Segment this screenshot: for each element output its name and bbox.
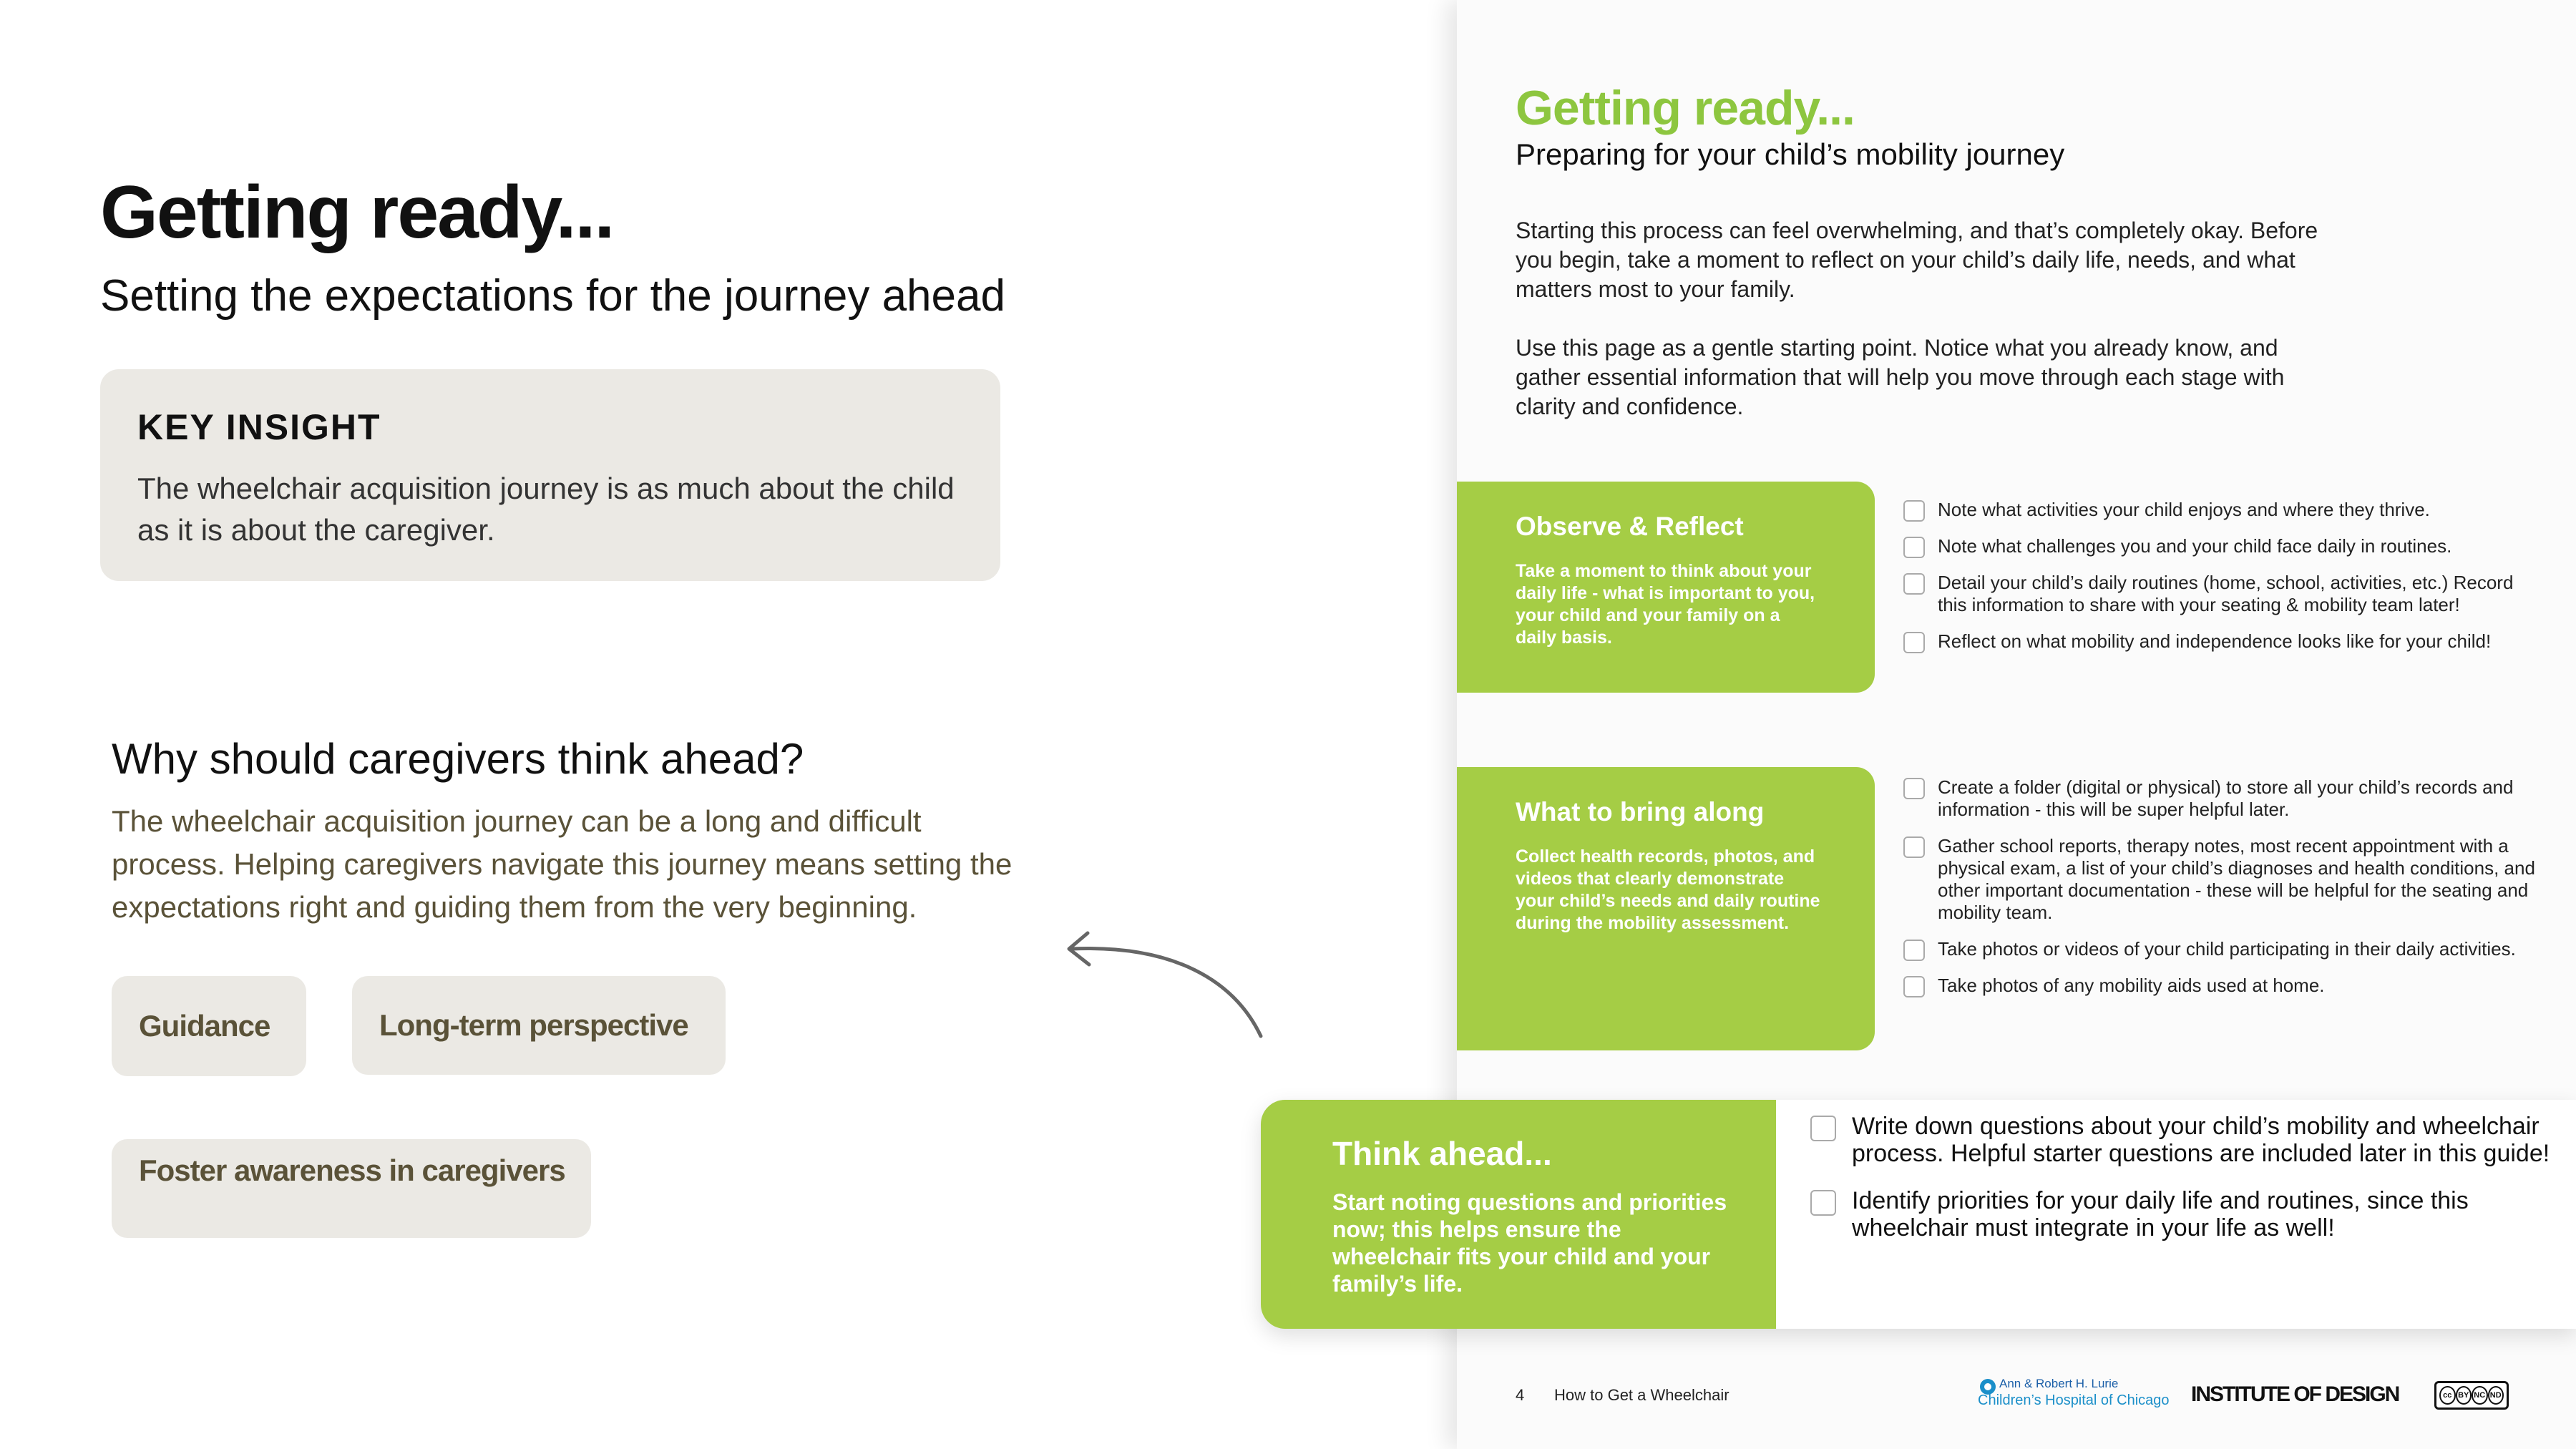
think-ahead-checklist	[1810, 1113, 2555, 1262]
checkbox[interactable]	[1903, 940, 1925, 961]
key-insight-heading: KEY INSIGHT	[137, 407, 381, 447]
cc-badge: cc	[2439, 1386, 2456, 1405]
doc-title: Getting ready...	[1516, 81, 1855, 135]
curved-arrow-icon	[1059, 923, 1274, 1052]
checklist-item-text: Write down questions about your child’s mobility and wheelchair process. Helpful starter questions are included later in this guide!	[1852, 1113, 2550, 1167]
why-heading: Why should caregivers think ahead?	[112, 735, 804, 783]
checkbox[interactable]	[1903, 537, 1925, 558]
why-body: The wheelchair acquisition journey can be a long and difficult process. Helping caregivers navigate this journey means setting the expectations right and guiding them from the very beginning.	[112, 804, 1013, 924]
checklist-item	[1903, 938, 2547, 960]
section-description: Take a moment to think about your daily life - what is important to you, your child and your family on a daily basis.	[1516, 561, 1815, 648]
checklist-item-text: Identify priorities for your daily life and routines, since this wheelchair must integrate in your life as well!	[1852, 1187, 2469, 1241]
what-to-bring-box	[1457, 767, 1875, 1050]
think-ahead-card	[1261, 1100, 2576, 1329]
key-insight-card	[100, 369, 1000, 581]
cc-by-badge: BY	[2456, 1386, 2472, 1405]
section-description: Start noting questions and priorities now; this helps ensure the wheelchair fits your child and your family’s life.	[1332, 1189, 1727, 1297]
checklist-item	[1903, 630, 2547, 653]
lurie-logo-line2: Children’s Hospital of Chicago	[1978, 1392, 2170, 1408]
checklist-item-text: Take photos or videos of your child participating in their daily activities.	[1938, 938, 2516, 960]
checklist-item	[1903, 535, 2547, 557]
checkbox[interactable]	[1903, 836, 1925, 858]
section-title: Observe & Reflect	[1516, 512, 1744, 541]
checklist-item	[1903, 499, 2547, 521]
checklist-item	[1903, 975, 2547, 997]
checkbox[interactable]	[1903, 778, 1925, 799]
cc-nd-badge: ND	[2488, 1386, 2504, 1405]
slide-subtitle: Setting the expectations for the journey ahead	[100, 271, 1005, 321]
checkbox[interactable]	[1903, 976, 1925, 997]
checklist-item-text: Note what activities your child enjoys and where they thrive.	[1938, 499, 2430, 520]
bring-checklist	[1903, 776, 2547, 1011]
cc-nc-badge: NC	[2472, 1386, 2488, 1405]
section-title: What to bring along	[1516, 797, 1765, 826]
checklist-item-text: Create a folder (digital or physical) to store all your child’s records and information - this will be super helpful later.	[1938, 776, 2514, 820]
checklist-item	[1810, 1113, 2555, 1167]
tag-foster-awareness: Foster awareness in caregivers	[112, 1139, 591, 1238]
think-ahead-box	[1261, 1100, 1776, 1329]
page-number: 4	[1516, 1386, 1525, 1404]
slide-title: Getting ready...	[100, 171, 614, 254]
checklist-item	[1903, 572, 2547, 616]
checklist-item	[1810, 1187, 2555, 1241]
checkbox[interactable]	[1903, 632, 1925, 653]
doc-subtitle: Preparing for your child’s mobility journey	[1516, 137, 2065, 171]
doc-intro-paragraph: Use this page as a gentle starting point. Notice what you already know, and gather essential information that will help you move through each stage with clarity and confidence.	[1516, 335, 2285, 419]
checklist-item-text: Reflect on what mobility and independence looks like for your child!	[1938, 630, 2492, 652]
observe-checklist	[1903, 499, 2547, 667]
creative-commons-license-icon	[2434, 1381, 2509, 1410]
institute-of-design-logo: INSTITUTE OF DESIGN	[2191, 1382, 2399, 1406]
doc-intro-paragraph: Starting this process can feel overwhelming, and that’s completely okay. Before you begin, take a moment to reflect on your child’s daily life, needs, and what matters most to your family.	[1516, 218, 2318, 302]
key-insight-body: The wheelchair acquisition journey is as much about the child as it is about the caregiver.	[137, 472, 955, 547]
checklist-item	[1903, 776, 2547, 821]
checklist-item	[1903, 835, 2547, 924]
checklist-item-text: Detail your child’s daily routines (home, school, activities, etc.) Record this information to share with your seating & mobility team later!	[1938, 572, 2514, 615]
section-title: Think ahead...	[1332, 1135, 1552, 1172]
checkbox[interactable]	[1903, 573, 1925, 595]
lurie-logo-line1: Ann & Robert H. Lurie	[1999, 1377, 2119, 1390]
section-description: Collect health records, photos, and videos that clearly demonstrate your child’s needs and daily routine during the mobility assessment.	[1516, 847, 1820, 933]
checkbox[interactable]	[1810, 1116, 1836, 1141]
checklist-item-text: Take photos of any mobility aids used at home.	[1938, 975, 2325, 996]
checkbox[interactable]	[1810, 1190, 1836, 1216]
checkbox[interactable]	[1903, 500, 1925, 522]
tag-long-term-perspective: Long-term perspective	[352, 976, 726, 1075]
checklist-item-text: Gather school reports, therapy notes, most recent appointment with a physical exam, a list of your child’s diagnoses and health conditions, and other important documentation - these will be helpful for the seating and mobility team.	[1938, 835, 2535, 923]
observe-reflect-box	[1457, 482, 1875, 693]
tag-guidance: Guidance	[112, 976, 306, 1076]
footer-doc-title: How to Get a Wheelchair	[1554, 1386, 1729, 1404]
checklist-item-text: Note what challenges you and your child face daily in routines.	[1938, 535, 2452, 557]
